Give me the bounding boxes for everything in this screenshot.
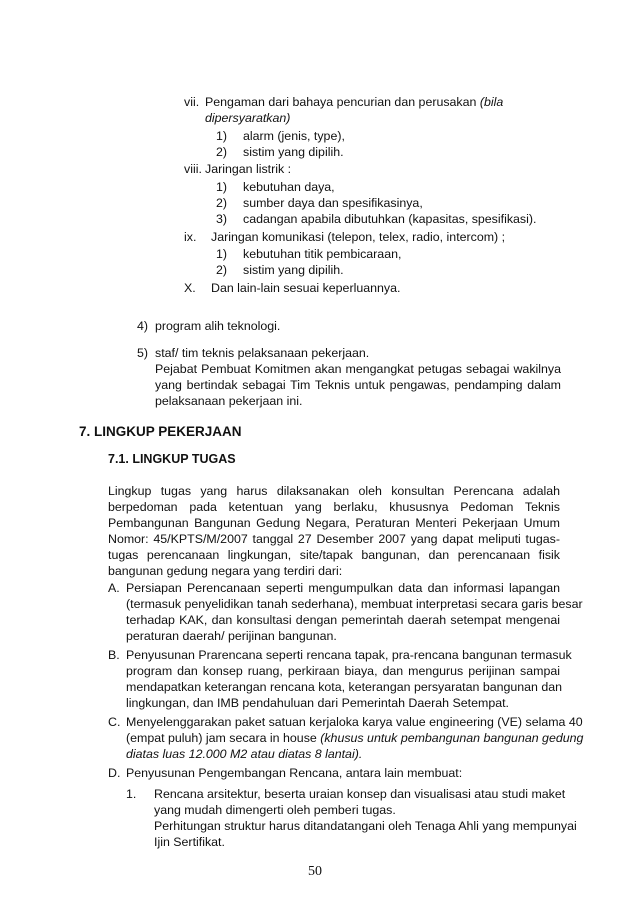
item-a-line: (termasuk penyelidikan tanah sederhana), membuat interpretasi secara garis besar (126, 597, 583, 611)
item-5-text: staf/ tim teknis pelaksanaan pekerjaan. (155, 346, 370, 360)
item-5-paragraph-line: yang bertindak sebagai Tim Teknis untuk pengawas, pendamping dalam (155, 378, 561, 392)
item-d-marker: D. (108, 766, 121, 780)
list-item-vii-note: (bila (479, 95, 504, 109)
sub-item-text: sumber daya dan spesifikasinya, (243, 196, 423, 210)
intro-line: Lingkup tugas yang harus dilaksanakan oleh konsultan Perencana adalah (108, 484, 560, 498)
list-item-ix-text: Jaringan komunikasi (telepon, telex, radio, intercom) ; (211, 230, 506, 244)
item-b-line: mendapatkan keterangan rencana kota, keterangan persyaratan bangunan dan (126, 680, 563, 694)
sub-item-text: cadangan apabila dibutuhkan (kapasitas, spesifikasi). (243, 212, 537, 226)
item-d-sub-line: Perhitungan struktur harus ditandatangani oleh Tenaga Ahli yang mempunyai (154, 819, 577, 833)
item-c-line2-italic: (khusus untuk pembangunan bangunan gedung (320, 731, 584, 745)
item-5-num: 5) (137, 346, 149, 360)
item-c-line2-normal: (empat puluh) jam secara in house (126, 731, 317, 745)
item-4-text: program alih teknologi. (155, 319, 281, 333)
item-a-marker: A. (108, 581, 120, 595)
list-item-x-text: Dan lain-lain sesuai keperluannya. (211, 281, 401, 295)
item-4-num: 4) (137, 319, 149, 333)
sub-item-text: sistim yang dipilih. (243, 263, 344, 277)
list-item-viii-text: Jaringan listrik : (205, 162, 292, 176)
item-a-line: terhadap KAK, dan konsultasi dengan pemerintah daerah setempat mengenai (126, 613, 560, 627)
item-b-marker: B. (108, 648, 120, 662)
list-marker-viii: viii. (184, 162, 202, 176)
item-c-line3-italic: diatas luas 12.000 M2 atau diatas 8 lantai). (126, 747, 363, 761)
section-heading: 7. LINGKUP PEKERJAAN (79, 424, 242, 439)
item-d-sub-line: Ijin Sertifikat. (154, 835, 225, 849)
intro-line: bangunan gedung negara yang terdiri dari: (108, 564, 343, 578)
sub-item-text: kebutuhan titik pembicaraan, (243, 247, 402, 261)
list-marker-x: X. (184, 281, 196, 295)
item-a-line: peraturan daerah/ perijinan bangunan. (126, 629, 337, 643)
sub-item-num: 2) (216, 263, 228, 277)
sub-item-text: sistim yang dipilih. (243, 145, 344, 159)
list-item-vii-note-cont: dipersyaratkan) (205, 111, 291, 125)
subsection-heading: 7.1. LINGKUP TUGAS (108, 452, 236, 466)
list-marker-vii: vii. (184, 95, 200, 109)
list-item-vii-main: Pengaman dari bahaya pencurian dan perusakan (205, 95, 477, 109)
item-d-text: Penyusunan Pengembangan Rencana, antara lain membuat: (126, 766, 463, 780)
item-c-marker: C. (108, 715, 121, 729)
sub-item-num: 1) (216, 180, 228, 194)
item-b-line: lingkungan, dan IMB pendahuluan dari Pemerintah Daerah Setempat. (126, 696, 509, 710)
intro-line: Nomor: 45/KPTS/M/2007 tanggal 27 Desember 2007 yang dapat meliputi tugas- (108, 532, 560, 546)
item-d-sub-line: yang mudah dimengerti oleh pemberi tugas. (154, 803, 396, 817)
intro-line: berpedoman pada ketentuan yang berlaku, khususnya Pedoman Teknis (108, 500, 560, 514)
sub-item-num: 1) (216, 247, 228, 261)
item-d-sub-num: 1. (126, 787, 137, 801)
item-c-line: Menyelenggarakan paket satuan kerjaloka karya value engineering (VE) selama 40 (126, 715, 583, 729)
intro-line: Pembangunan Bangunan Gedung Negara, Peraturan Menteri Pekerjaan Umum (108, 516, 560, 530)
list-marker-ix: ix. (184, 230, 197, 244)
item-b-line: Penyusunan Prarencana seperti rencana tapak, pra-rencana bangunan termasuk (126, 648, 572, 662)
item-5-paragraph-line: pelaksanaan pekerjaan ini. (155, 394, 303, 408)
sub-item-text: kebutuhan daya, (243, 180, 335, 194)
item-d-sub-line: Rencana arsitektur, beserta uraian konsep dan visualisasi atau studi maket (154, 787, 566, 801)
item-c-line (126, 730, 584, 746)
item-a-line: Persiapan Perencanaan seperti mengumpulkan data dan informasi lapangan (126, 581, 560, 595)
sub-item-num: 3) (216, 212, 228, 226)
page-number: 50 (308, 864, 322, 879)
sub-item-num: 1) (216, 129, 228, 143)
intro-line: tugas perencanaan lingkungan, site/tapak bangunan, dan perencanaan fisik (108, 548, 560, 562)
sub-item-num: 2) (216, 145, 228, 159)
item-b-line: program dan konsep ruang, perkiraan biaya, dan mengurus perijinan sampai (126, 664, 560, 678)
sub-item-text: alarm (jenis, type), (243, 129, 345, 143)
item-5-paragraph-line: Pejabat Pembuat Komitmen akan mengangkat petugas sebagai wakilnya (155, 362, 561, 376)
list-item-vii-text (205, 94, 503, 110)
sub-item-num: 2) (216, 196, 228, 210)
